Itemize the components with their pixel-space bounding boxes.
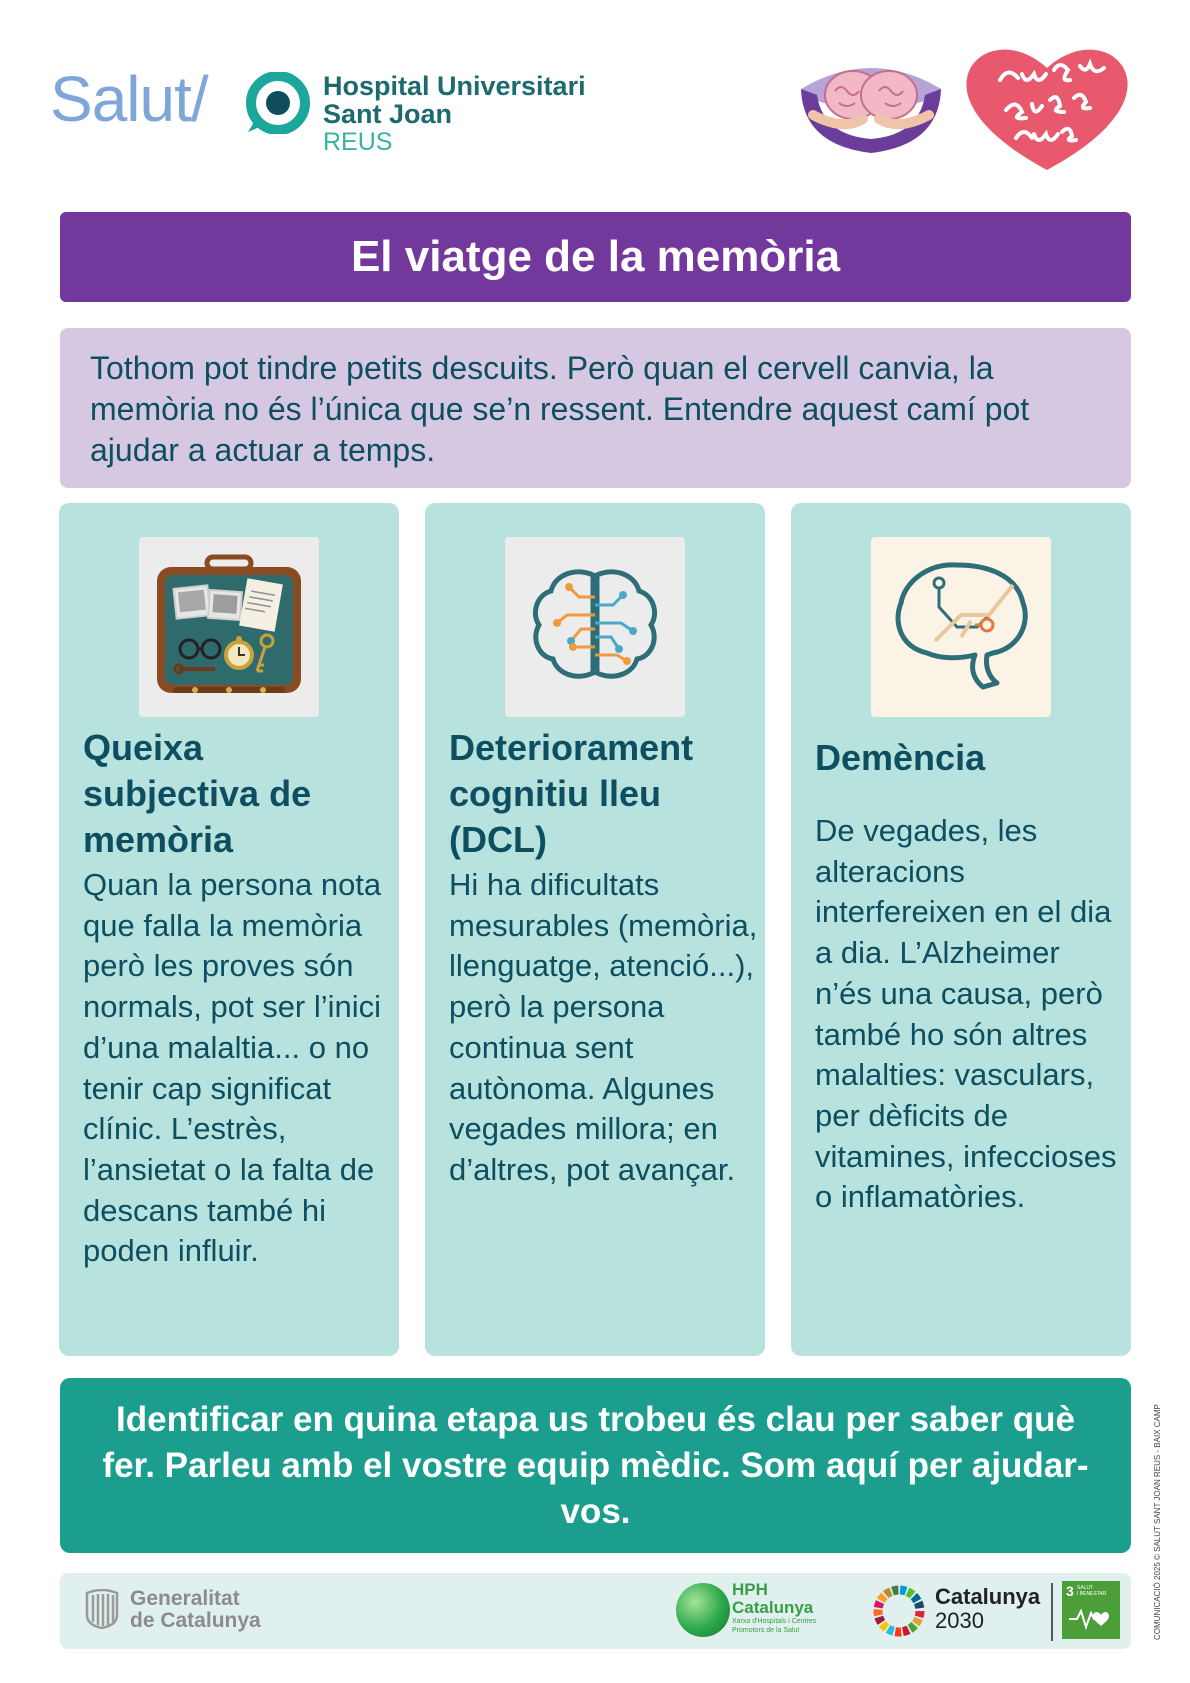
- hph-sub2: Promotors de la Salut: [732, 1627, 800, 1634]
- intro-text: Tothom pot tindre petits descuits. Però quan el cervell canvia, la memòria no és l’única que se’n ressent. Entendre aquest camí pot ajudar a actuar a temps.: [90, 350, 1030, 468]
- hph-sub1: Xarxa d'Hospitals i Centres: [732, 1618, 817, 1625]
- card-mild-cognitive-impairment: [425, 503, 765, 1356]
- hph-sphere-icon: [676, 1583, 730, 1637]
- sdg3-health-badge: [1062, 1581, 1120, 1639]
- footer-divider: [1051, 1583, 1053, 1641]
- sdg3-label2: I BENESTAR: [1077, 1591, 1107, 1597]
- brain-circuit-icon: [505, 537, 685, 717]
- card-dementia: [791, 503, 1131, 1356]
- copyright-credit: COMUNICACIÓ 2025 © SALUT SANT JOAN REUS - BAIX CAMP: [1153, 1404, 1162, 1640]
- suitcase-image: [139, 537, 319, 717]
- cuidar-els-que-cuiden-heart-icon: [962, 40, 1132, 175]
- hph-catalunya-logo: [732, 1581, 816, 1635]
- page-title: El viatge de la memòria: [350, 232, 841, 281]
- callout-box: [60, 1378, 1131, 1553]
- hospital-line1: Hospital Universitari: [323, 71, 586, 101]
- hospital-name: [323, 72, 586, 156]
- callout-text: Identificar en quina etapa us trobeu és clau per saber què fer. Parleu amb el vostre equip mèdic. Som aquí per ajudar-vos.: [102, 1399, 1089, 1531]
- sdg-wheel-icon: [871, 1583, 927, 1639]
- footer: [60, 1573, 1131, 1649]
- card-text: Quan la persona nota que falla la memòria però les proves són normals, pot ser l’inici d’una malaltia... o no tenir cap significat clínic. L’estrès, l’ansietat o la falta de descans també hi poden influir.: [83, 867, 382, 1269]
- sdg3-label1: SALUT: [1077, 1585, 1094, 1591]
- card-title: Deteriorament cognitiu lleu (DCL): [449, 727, 694, 860]
- generalitat-name: [130, 1588, 261, 1632]
- suitcase-icon: [139, 537, 319, 717]
- title-bar: [60, 212, 1131, 302]
- hph-line1: HPH: [732, 1580, 768, 1599]
- brain-circuit-image: [505, 537, 685, 717]
- brain-path-icon: [871, 537, 1051, 717]
- hospital-line3: REUS: [323, 128, 393, 156]
- salut-logo: Salut/: [50, 63, 208, 135]
- heartbeat-icon: [1069, 1605, 1113, 1631]
- world-alzheimers-day-badge-icon: [793, 53, 949, 158]
- card-title: Demència: [815, 737, 986, 778]
- generalitat-line1: Generalitat: [130, 1587, 240, 1610]
- card-text: De vegades, les alteracions interfereixen en el dia a dia. L’Alzheimer n’és una causa, però també ho són altres malalties: vasculars, per dèficits de vitamines, infeccioses o inflamatòries.: [815, 813, 1117, 1215]
- intro-box: [60, 328, 1131, 488]
- hospital-line2: Sant Joan: [323, 99, 453, 129]
- cat2030-line1: Catalunya: [935, 1584, 1041, 1609]
- card-text: Hi ha dificultats mesurables (memòria, llenguatge, atenció...), però la persona continua sent autònoma. Algunes vegades millora; en d’altres, pot avançar.: [449, 867, 758, 1187]
- catalunya-2030-logo: [935, 1585, 1040, 1633]
- card-title: Queixa subjectiva de memòria: [83, 727, 312, 860]
- header: [0, 0, 1190, 200]
- generalitat-logo-icon: [85, 1589, 119, 1629]
- hph-line2: Catalunya: [732, 1598, 814, 1617]
- card-subjective-memory: [59, 503, 399, 1356]
- sdg3-label: [1077, 1585, 1106, 1597]
- sdg3-number: 3: [1066, 1583, 1074, 1599]
- hospital-logo-icon: [244, 72, 314, 134]
- generalitat-line2: de Catalunya: [130, 1609, 261, 1632]
- brain-path-image: [871, 537, 1051, 717]
- cat2030-line2: 2030: [935, 1608, 984, 1633]
